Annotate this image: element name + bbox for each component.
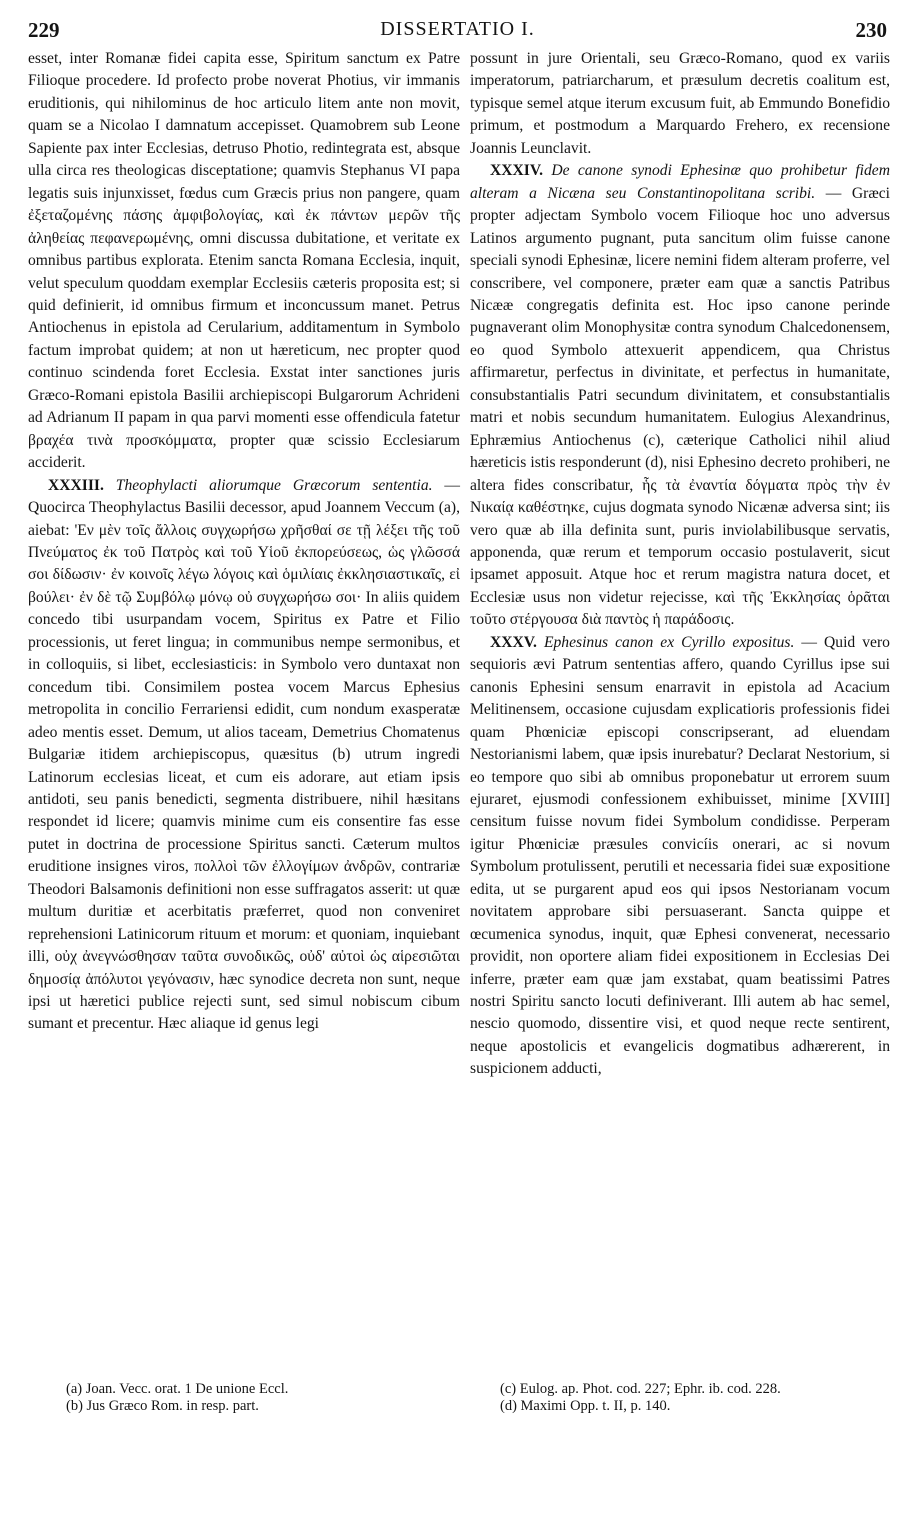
right-paragraph-1: possunt in jure Orientali, seu Græco-Romano, quod ex variis imperatorum, patriarcharum, et præsulum decretis coalitum est, typisque semel atque iterum excusum fuit, ab Emmundo Bonefidio primum, et postmodum a Marquardo Frehero, ex recensione Joannis Leunclavit. [470, 50, 890, 157]
section-xxxv [470, 632, 890, 1081]
section-title: De canone synodi Ephesinæ quo prohibetur fidem alteram a Nicæna seu Constantinopolitana scribi. [470, 162, 890, 202]
page-number-right: 230 [855, 18, 887, 42]
section-xxxiv [470, 160, 890, 632]
section-body: — Quid vero sequioris ævi Patrum sententias affero, quando Cyrillus ipse sui canonis Ephesini sensum enarravit in epistola ad Acacium Melitinensem, occasione cujusdam explicatioris professionis fidei quam Phœniciæ episcopi conscripserant, ad eluendam Nestorianismi labem, quæ ipsis inurebatur? Declarat Nestorium, si eo tempore quo sibi ab omnibus proponebatur ut errorem suum ejuraret, ejusmodi confessionem exhibuisset, minime [XVIII] censitum fuisse novum fidei Symbolum condidisse. Perperam igitur Phœniciæ præsules convicíis onerari, ac si novum Symbolum protulissent, perutili et necessaria fidei suæ expositione edita, ut se purgarent apud eos qui ipsos Nestorianam vocum novitatem approbare sibi persuaserant. Sancta quippe et œcumenica synodus, inquit, quæ Ephesi convenerat, necessario providit, non oportere aliam fidei expositionem in Ecclesias Dei inferre, præter eam quæ jam exstabat, quam beatissimi Patres nostri Spiritu sancto locuti definiverant. Illi autem ab hac semel, nescio quomodo, dissentire visi, et quod neque recte sentirent, neque apostolicis et evangelicis dogmatibus adhærerent, in suspicionem adducti, [470, 633, 890, 1078]
footnote-d: (d) Maximi Opp. t. II, p. 140. [500, 1398, 671, 1414]
footnote-c: (c) Eulog. ap. Phot. cod. 227; Ephr. ib. cod. 228. [500, 1381, 781, 1397]
section-number: XXXV. [490, 633, 537, 651]
footnotes-right [500, 1381, 900, 1415]
page-header [28, 18, 887, 46]
section-body: — Quocirca Theophylactus Basilii decessor, apud Joannem Veccum (a), aiebat: 'Εν μὲν τοῖς ἄλλοις συγχωρήσω χρῆσθαί σε τῇ λέξει τῆς τοῦ Πνεύματος ἐκ τοῦ Πατρὸς καὶ τοῦ Υἱοῦ ἐκπορεύσεως, ὡς γλῶσσά σοι δίδωσιν· ἐν κοινοῖς λέγω λόγοις καὶ ὁμιλίαις ἐκκλησιαστικαῖς, εἰ βούλει· ἐν δὲ τῷ Συμβόλῳ μόνῳ οὐ συγχωρήσω σοι· In aliis quidem concedo tibi usurpandam vocem, Spiritus ex Patre et Filio processionis, ut feret lingua; in communibus nempe sermonibus, et in colloquiis, si libet, ecclesiasticis: in Symbolo vero duntaxat non concedum tibi. Consimilem postea vocem Marcus Ephesius metropolita in concilio Ferrariensi edidit, cum nondum exasperatæ adeo mentis esset. Demum, ut alios taceam, Demetrius Chomatenus Bulgariæ itidem archiepiscopus, quæsitus (b) utrum ingredi Latinorum ecclesias liceat, et cum eis adorare, aut etiam ipsis antidoti, seu panis benedicti, segmenta distribuere, nihil hæsitans respondet id licere; quamvis minime cum eis consentire fas esse putet in doctrina de processione Spiritus sancti. Cæterum multos eruditione insignes viros, πολλοὶ τῶν ἐλλογίμων ἀνδρῶν, contrariæ Theodori Balsamonis definitioni non esse suffragatos asserit: ut quæ multum duritiæ et acerbitatis præferret, quod non conveniret reprehensioni Latinicorum rituum et morum: et quoniam, inquiebant illi, οὐχ ἀνεγνώσθησαν ταῦτα συνοδικῶς, οὐδ' αὐτοὶ ὡς αἱρεσιῶται δημοσίᾳ ἀπόλυτοι γεγόνασιν, hæc synodice decreta non sunt, neque ipsi ut hæretici publice rejecti sunt, sed simul nobiscum cibum sumant et precentur. Hæc aliaque id genus legi [28, 476, 460, 1033]
section-number: XXXIII. [48, 476, 104, 494]
page-number-left: 229 [28, 18, 60, 42]
left-paragraph-1: esset, inter Romanæ fidei capita esse, Spiritum sanctum ex Patre Filioque procedere. Id profecto probe noverat Photius, vir immanis eruditionis, qui nihilominus de hoc articulo litem ante non movit, quam se a Nicolao I damnatum accepisset. Quamobrem sub Leone Sapiente pax inter Ecclesias, detruso Photio, redintegrata est, absque ulla circa res theologicas disceptatione; quamvis Stephanus VI papa legatis suis injunxisset, fœdus cum Græcis prius non pangere, quam ἐξεταζομένης πάσης ἀμφιβολογίας, καὶ ἐκ πάντων μερῶν τῆς ἀληθείας πεφανερωμένης, omni discussa dubitatione, et veritate ex omnibus partibus explorata. Etenim sancta Romana Ecclesia, inquit, velut speculum quoddam exemplar Ecclesiis cæteris proposita est; si quid definierit, id omnibus firmum et inconcussum manet. Petrus Antiochenus in epistola ad Cerularium, additamentum in Symbolo factum improbat quidem; at non ut hæreticum, nec propter quod continuo scindenda foret Ecclesia. Exstat inter sanctiones juris Græco-Romani epistola Basilii archiepiscopi Bulgarorum Achrideni ad Adrianum II papam in qua parvi momenti esse offendicula fatetur βραχέα τινὰ προσκόμματα, propter quæ scissio Ecclesiarum acciderit. [28, 50, 460, 472]
right-column [470, 48, 890, 1081]
section-xxxiii [28, 475, 460, 1036]
footnote-a: (a) Joan. Vecc. orat. 1 De unione Eccl. [66, 1381, 289, 1397]
section-number: XXXIV. [490, 162, 544, 180]
footnotes-left [66, 1381, 456, 1415]
left-column [28, 48, 460, 1036]
section-title: Ephesinus canon ex Cyrillo expositus. [543, 633, 795, 651]
section-body: — Græci propter adjectam Symbolo vocem Filioque hoc uno adversus Latinos argumento pugnant, puta sancitum olim fuisse canone speciali synodi Ephesinæ, licere nemini fidem alteram proferre, vel conscribere, vel componere, præter eam quæ a sanctis Patribus Nicææ congregatis definita est. Hoc ipso canone perinde pugnaverant olim Monophysitæ contra synodum Chalcedonensem, eo quod Symbolo attexuerit appendicem, qua Christus affirmaretur, perfectus in divinitate, et perfectus in humanitate, consubstantialis Patri secundum divinitatem, et consubstantialis matri et nobis secundum humanitatem. Eulogius Alexandrinus, Ephræmius Antiochenus (c), cæterique Catholici nihil aliud hæreticis istis responderunt (d), nisi Ephesino decreto prohiberi, ne altera fides conscribatur, ἧς τὰ ἐναντία δόγματα πρὸς τὴν ἐν Νικαίᾳ καθέστηκε, cujus dogmata synodo Nicænæ adversa sint; iis vero quæ ab illa definita sunt, puris inviolabilibusque servatis, apponenda, quæ rerum et temporum occasio postulaverit, sicut ipsamet apposuit. Atque hoc et rerum magistra natura docet, et Ecclesiæ usus non videtur rejecisse, καὶ τῆς Ἐκκλησίας ὁρᾶται τοῦτο στέργουσα διὰ παντὸς ἡ παράδοσις. [470, 184, 890, 629]
footnote-b: (b) Jus Græco Rom. in resp. part. [66, 1398, 259, 1414]
running-title: DISSERTATIO I. [380, 18, 535, 40]
section-title: Theophylacti aliorumque Græcorum sententia. [115, 476, 433, 494]
